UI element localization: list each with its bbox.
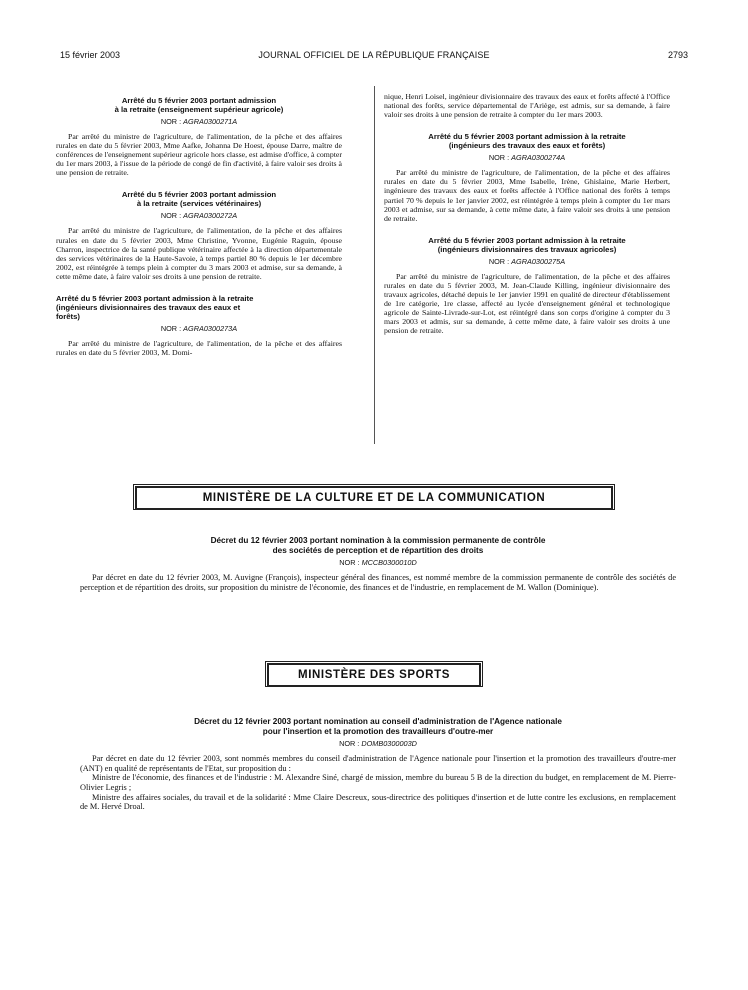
nor-label: NOR : [160, 117, 184, 126]
nor-label: NOR : [488, 256, 512, 266]
decree-title [80, 717, 676, 736]
title-line: des sociétés de perception et de répartition des droits [272, 545, 484, 555]
arrete-title [56, 96, 342, 114]
arrete-title [56, 294, 342, 321]
nor-code: AGRA0300274A [511, 153, 566, 163]
ministry-culture-label: MINISTÈRE DE LA CULTURE ET DE LA COMMUNICATION [135, 486, 613, 510]
title-line: Arrêté du 5 février 2003 portant admission [121, 96, 277, 105]
continuation-text: nique, Henri Loisel, ingénieur divisionnaire des travaux des eaux et forêts affecté à l'Office national des forêts, service départemental de l'Ariège, est admis, sur sa demande, à faire valoir ses droits à une pension de retraite à compter du 1er mars 2003. [384, 92, 670, 120]
nor-label: NOR : [160, 211, 184, 221]
nor-code: AGRA0300272A [183, 211, 238, 221]
title-line: Décret du 12 février 2003 portant nomination au conseil d'administration de l'Agence nationale [194, 717, 562, 726]
arrete-text: Par arrêté du ministre de l'agriculture, de l'alimentation, de la pêche et des affaires rurales en date du 5 février 2003, M. Domi- [56, 339, 342, 358]
title-line: (ingénieurs des travaux des eaux et forêts) [448, 141, 606, 151]
arrete-block [384, 132, 670, 223]
arrete-text: Par arrêté du ministre de l'agriculture, de l'alimentation, de la pêche et des affaires rurales en date du 5 février 2003, M. Jean-Claude Killing, ingénieur divisionnaire des travaux agricoles, détaché depuis le 1er janvier 1991 en qualité de directeur d'établissement de 1re catégorie, 1re classe, affecté au lycée d'enseignement général et technologique agricole de Sainte-Livrade-sur-Lot, est réintégré dans son corps d'origine à compter du 3 mars 2003 et admis, sur sa demande, à cette même date, à faire valoir ses droits à une pension de retraite. [384, 271, 670, 336]
arrete-title [384, 236, 670, 254]
journal-title: JOURNAL OFFICIEL DE LA RÉPUBLIQUE FRANÇAISE [258, 50, 490, 60]
ministry-sports-heading [265, 661, 483, 687]
page-header [0, 50, 748, 66]
nor-reference [80, 558, 676, 567]
header-date: 15 février 2003 [60, 50, 121, 60]
arrete-block [56, 294, 342, 357]
decree-sports [80, 717, 676, 812]
nor-code: AGRA0300275A [511, 256, 566, 266]
title-line: Arrêté du 5 février 2003 portant admission à la retraite [428, 235, 626, 245]
decree-culture [80, 536, 676, 592]
decree-paragraph: Ministre des affaires sociales, du travail et de la solidarité : Mme Claire Descreux, sous-directrice des politiques d'insertion et de lutte contre les exclusions, en remplacement de M. Hervé Droal. [80, 792, 676, 812]
nor-code: DOMB0300003D [361, 739, 417, 749]
title-line: forêts) [56, 312, 80, 322]
nor-reference [56, 324, 342, 333]
nor-reference [384, 153, 670, 162]
arrete-text: Par arrêté du ministre de l'agriculture, de l'alimentation, de la pêche et des affaires rurales en date du 5 février 2003, Mme Isabelle, Irène, Ghislaine, Marie Herbert, ingénieure des travaux des eaux et forêts affectée à l'Office national des forêts à temps partiel 70 % depuis le 1er janvier 2002, est réintégrée à temps plein à compter du 1er mars 2003 et admise, sur sa demande, à cette même date, à faire valoir ses droits à une pension de retraite. [384, 168, 670, 223]
title-line: Arrêté du 5 février 2003 portant admission à la retraite [428, 132, 626, 142]
decree-title [80, 536, 676, 555]
title-line: pour l'insertion et la promotion des travailleurs d'outre-mer [262, 726, 494, 736]
title-line: Arrêté du 5 février 2003 portant admission [121, 190, 277, 200]
left-column [56, 96, 342, 370]
nor-code: AGRA0300273A [183, 324, 238, 334]
arrete-continuation [384, 92, 670, 119]
arrete-title [56, 190, 342, 208]
arrete-block [56, 190, 342, 281]
arrete-text: Par arrêté du ministre de l'agriculture, de l'alimentation, de la pêche et des affaires rurales en date du 5 février 2003, Mme Aafke, Johanna De Hoest, épouse Darre, maître de conférences de l'enseignement supérieur agricole hors classe, est admise d'office, à compter du 1er mars 2003, à l'issue de la période de congé de fin d'activité, à faire valoir ses droits à une pension de retraite. [56, 132, 342, 178]
ministry-sports-label: MINISTÈRE DES SPORTS [267, 663, 481, 687]
title-line: à la retraite (enseignement supérieur agricole) [114, 105, 284, 114]
nor-label: NOR : [160, 324, 184, 334]
title-line: Décret du 12 février 2003 portant nomination à la commission permanente de contrôle [210, 536, 546, 545]
title-line: à la retraite (services vétérinaires) [136, 199, 262, 209]
nor-reference [56, 211, 342, 220]
title-line: (ingénieurs divisionnaires des travaux des eaux et [56, 303, 241, 313]
arrete-title [384, 132, 670, 150]
arrete-block [56, 96, 342, 177]
nor-code: AGRA0300271A [183, 117, 238, 126]
ministry-culture-heading [133, 484, 615, 510]
nor-reference [80, 739, 676, 748]
column-divider [374, 86, 375, 444]
nor-label: NOR : [339, 739, 362, 749]
nor-label: NOR : [488, 153, 512, 163]
nor-reference [384, 257, 670, 266]
arrete-block [384, 236, 670, 336]
page-number: 2793 [667, 50, 688, 60]
right-column [384, 92, 670, 349]
decree-paragraph: Par décret en date du 12 février 2003, sont nommés membres du conseil d'administration de l'Agence nationale pour l'insertion et la promotion des travailleurs d'outre-mer (ANT) en qualité de représentants de l'Etat, sur proposition du : [80, 754, 676, 773]
nor-label: NOR : [339, 558, 362, 568]
title-line: Arrêté du 5 février 2003 portant admission à la retraite [56, 294, 254, 304]
decree-text: Par décret en date du 12 février 2003, M. Auvigne (François), inspecteur général des finances, est nommé membre de la commission permanente de contrôle des sociétés de perception et de répartition des droits, sur proposition du ministre de l'économie, des finances et de l'industrie, en remplacement de M. Wallon (Dominique). [80, 573, 676, 592]
nor-code: MCCB0300010D [361, 558, 417, 568]
nor-reference [56, 117, 342, 126]
arrete-text: Par arrêté du ministre de l'agriculture, de l'alimentation, de la pêche et des affaires rurales en date du 5 février 2003, Mme Christine, Yvonne, Eugénie Raguin, épouse Charron, inspectrice de la santé publique vétérinaire affectée à la direction départementale des services vétérinaires de la Haute-Savoie, à temps partiel 80 % depuis le 1er décembre 2002, est réintégrée à temps plein à compter du 3 mars 2003 et admise, sur sa demande, à cette même date, à faire valoir ses droits à une pension de retraite. [56, 226, 342, 281]
decree-paragraph: Ministre de l'économie, des finances et de l'industrie : M. Alexandre Siné, chargé de mission, membre du bureau 5 B de la direction du budget, en remplacement de M. Pierre-Olivier Legris ; [80, 773, 676, 792]
title-line: (ingénieurs divisionnaires des travaux agricoles) [437, 244, 617, 254]
